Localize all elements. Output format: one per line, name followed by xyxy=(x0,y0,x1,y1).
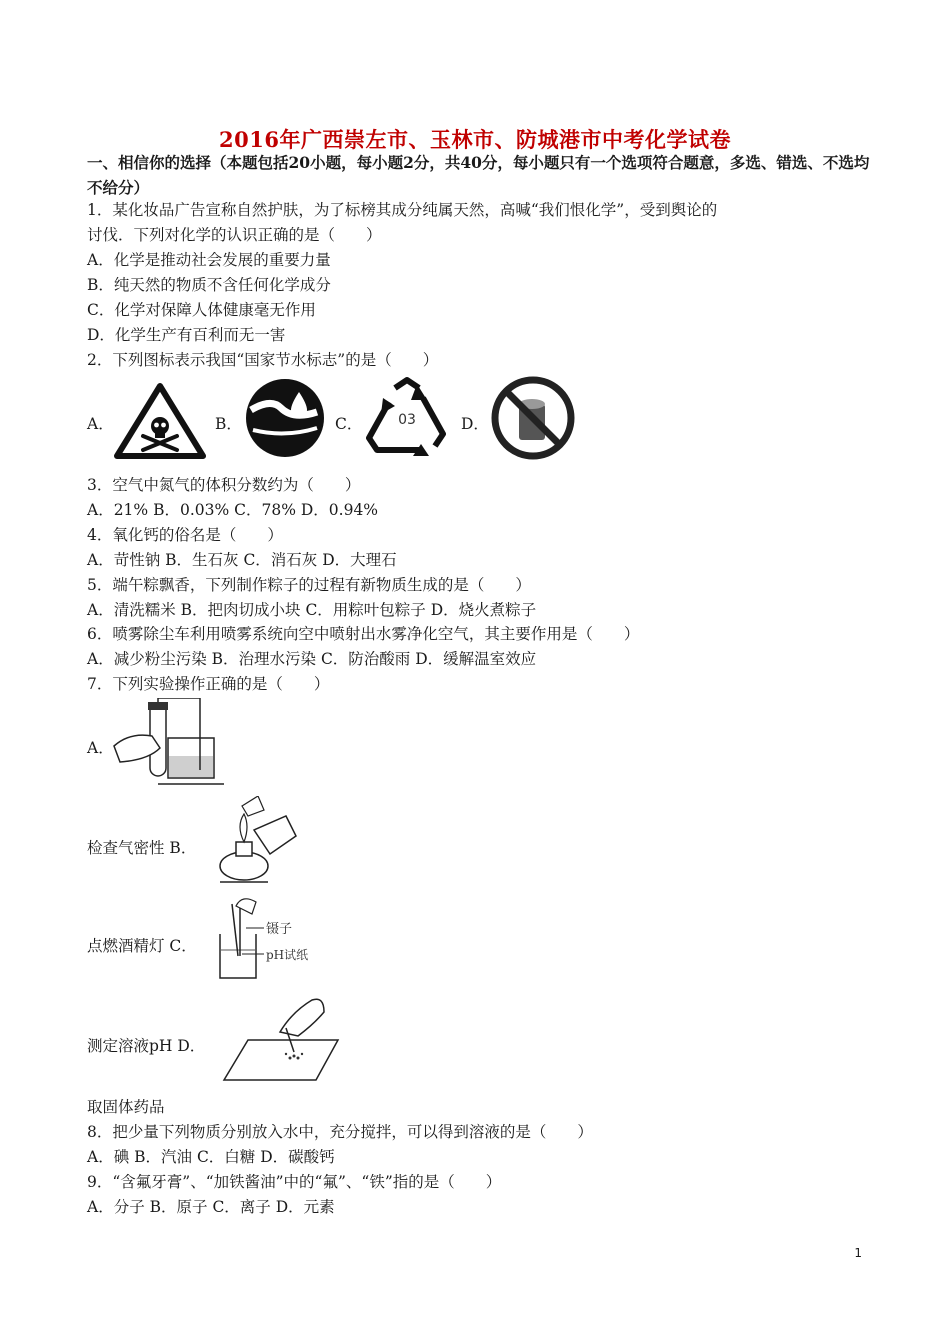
q1-stem-line1: 1．某化妆品广告宣称自然护肤，为了标榜其成分纯属天然，高喊“我们恨化学”，受到舆论的 xyxy=(87,201,718,219)
q1-option-c: C．化学对保障人体健康毫无作用 xyxy=(87,301,316,319)
q7-tail: 取固体药品 xyxy=(87,1098,165,1116)
recycle-icon xyxy=(361,376,453,456)
q6-stem: 6．喷雾除尘车利用喷雾系统向空中喷射出水雾净化空气，其主要作用是（ ） xyxy=(87,625,640,643)
page-title: 2016年广西崇左市、玉林市、防城港市中考化学试卷 xyxy=(219,127,731,152)
water-saving-icon xyxy=(243,376,327,460)
airtightness-check-illustration xyxy=(110,698,228,786)
q2-label-c: C． xyxy=(335,415,363,433)
alcohol-lamp-illustration xyxy=(214,796,300,886)
q7-label-d: 测定溶液pH D． xyxy=(87,1037,206,1055)
poison-warning-icon xyxy=(113,382,207,460)
q7-label-c: 点燃酒精灯 C． xyxy=(87,937,197,955)
tweezers-label: 镊子 xyxy=(266,922,293,937)
q5-stem: 5．端午粽飘香，下列制作粽子的过程有新物质生成的是（ ） xyxy=(87,576,531,594)
q8-stem: 8．把少量下列物质分别放入水中，充分搅拌，可以得到溶液的是（ ） xyxy=(87,1123,593,1141)
q6-options: A．减少粉尘污染 B．治理水污染 C．防治酸雨 D．缓解温室效应 xyxy=(87,650,537,668)
q2-label-b: B． xyxy=(215,415,242,433)
q2-image-options xyxy=(87,374,587,462)
page-number: 1 xyxy=(854,1246,862,1260)
ph-test-illustration xyxy=(216,894,326,984)
q3-stem: 3．空气中氮气的体积分数约为（ ） xyxy=(87,476,361,494)
q1-option-b: B．纯天然的物质不含任何化学成分 xyxy=(87,276,331,294)
q9-stem: 9．“含氟牙膏”、“加铁酱油”中的“氟”、“铁”指的是（ ） xyxy=(87,1173,502,1191)
q1-option-a: A．化学是推动社会发展的重要力量 xyxy=(87,251,331,269)
q4-stem: 4．氧化钙的俗名是（ ） xyxy=(87,526,283,544)
recycle-code-label: 03 xyxy=(398,412,416,428)
solid-reagent-illustration xyxy=(220,992,344,1084)
q1-stem-line2: 讨伐．下列对化学的认识正确的是（ ） xyxy=(87,226,382,244)
q3-options: A．21% B．0.03% C．78% D．0.94% xyxy=(87,501,379,519)
q7-label-a: A． xyxy=(87,739,114,757)
q5-options: A．清洗糯米 B．把肉切成小块 C．用粽叶包粽子 D．烧火煮粽子 xyxy=(87,601,537,619)
q8-options: A．碘 B．汽油 C．白糖 D．碳酸钙 xyxy=(87,1148,335,1166)
q2-label-d: D． xyxy=(461,415,489,433)
no-littering-icon xyxy=(489,374,577,462)
q4-options: A．苛性钠 B．生石灰 C．消石灰 D．大理石 xyxy=(87,551,397,569)
q7-label-b: 检查气密性 B． xyxy=(87,839,197,857)
ph-paper-label: pH试纸 xyxy=(266,948,309,962)
q7-stem: 7．下列实验操作正确的是（ ） xyxy=(87,675,330,693)
q1-option-d: D．化学生产有百利而无一害 xyxy=(87,326,286,344)
q9-options: A．分子 B．原子 C．离子 D．元素 xyxy=(87,1198,335,1216)
q2-stem: 2．下列图标表示我国“国家节水标志”的是（ ） xyxy=(87,351,439,369)
q2-label-a: A． xyxy=(87,415,114,433)
section-heading: 一、相信你的选择（本题包括20小题，每小题2分，共40分，每小题只有一个选项符合题意，多选、错选、不选均不给分） xyxy=(87,153,870,197)
